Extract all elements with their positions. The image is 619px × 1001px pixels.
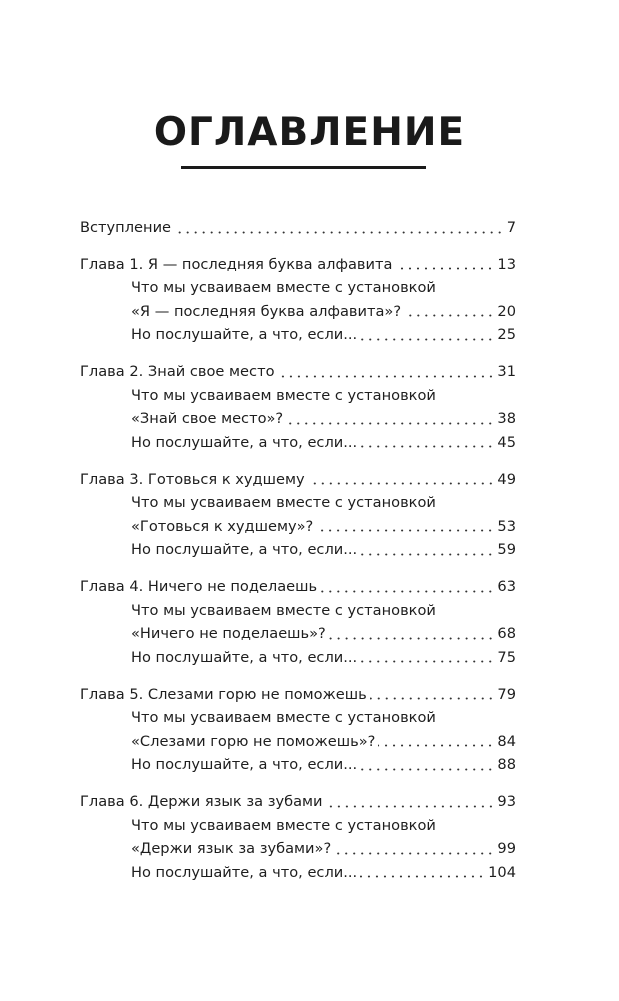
page-number: 25 bbox=[497, 326, 516, 343]
page-title: ОГЛАВЛЕНИЕ bbox=[153, 110, 466, 155]
page-number: 13 bbox=[497, 255, 516, 273]
toc-entry-chapter[interactable] bbox=[80, 253, 516, 277]
toc-entry-subsection-line[interactable] bbox=[80, 706, 516, 730]
entry-text: Что мы усваиваем вместе с установкой bbox=[131, 279, 436, 296]
page-number: 68 bbox=[497, 625, 516, 642]
toc-entry-chapter[interactable] bbox=[80, 575, 516, 599]
page-number: 93 bbox=[497, 793, 516, 810]
toc-entry-subsection-line[interactable] bbox=[80, 384, 516, 408]
entry-text: Но послушайте, а что, если... bbox=[131, 541, 358, 558]
entry-text: Но послушайте, а что, если... bbox=[131, 326, 358, 343]
entry-text: Но послушайте, а что, если... bbox=[131, 756, 358, 773]
entry-text: «Ничего не поделаешь»? bbox=[131, 625, 326, 642]
page-number: 7 bbox=[506, 219, 516, 236]
entry-text: Глава 3. Готовься к худшему bbox=[80, 470, 305, 488]
entry-text: «Готовься к худшему»? bbox=[131, 517, 314, 535]
page-number: 75 bbox=[497, 648, 516, 666]
entry-text: Глава 4. Ничего не поделаешь bbox=[80, 578, 318, 595]
page-number: 45 bbox=[497, 433, 516, 451]
page-number: 53 bbox=[497, 517, 516, 535]
chapter-group bbox=[80, 683, 516, 777]
page-number: 79 bbox=[497, 685, 516, 703]
entry-text: Что мы усваиваем вместе с установкой bbox=[131, 709, 436, 726]
entry-text: Но послушайте, а что, если... bbox=[131, 433, 358, 451]
entry-text: Вступление bbox=[80, 219, 172, 236]
toc-entry-subsection[interactable] bbox=[80, 753, 516, 777]
entry-text: Что мы усваиваем вместе с установкой bbox=[131, 816, 436, 834]
entry-text: «Знай свое место»? bbox=[131, 410, 284, 427]
toc-entry-subsection[interactable] bbox=[80, 323, 516, 347]
dot-leader bbox=[360, 875, 485, 878]
dot-leader bbox=[378, 744, 494, 747]
entry-text: «Держи язык за зубами»? bbox=[131, 840, 332, 857]
toc-entry-subsection[interactable] bbox=[80, 515, 516, 539]
toc-entry-chapter[interactable] bbox=[80, 790, 516, 814]
toc-entry-chapter[interactable] bbox=[80, 683, 516, 707]
table-of-contents bbox=[80, 216, 516, 884]
chapter-group bbox=[80, 575, 516, 669]
toc-entry-subsection[interactable] bbox=[80, 431, 516, 455]
page-number: 88 bbox=[497, 756, 516, 773]
toc-entry-subsection[interactable] bbox=[80, 837, 516, 861]
page-number: 63 bbox=[497, 578, 516, 595]
dot-leader bbox=[316, 529, 494, 532]
entry-text: Что мы усваиваем вместе с установкой bbox=[131, 494, 436, 511]
dot-leader bbox=[326, 805, 495, 808]
toc-entry-subsection[interactable] bbox=[80, 407, 516, 431]
dot-leader bbox=[278, 375, 495, 378]
toc-entry-subsection[interactable] bbox=[80, 300, 516, 324]
dot-leader bbox=[404, 314, 494, 317]
entry-text: Но послушайте, а что, если... bbox=[131, 648, 358, 666]
toc-entry-subsection[interactable] bbox=[80, 622, 516, 646]
dot-leader bbox=[360, 338, 494, 341]
entry-text: Глава 5. Слезами горю не поможешь bbox=[80, 685, 367, 703]
toc-entry-subsection-line[interactable] bbox=[80, 599, 516, 623]
entry-text: Что мы усваиваем вместе с установкой bbox=[131, 386, 436, 404]
page-number: 99 bbox=[497, 840, 516, 857]
toc-entry-subsection[interactable] bbox=[80, 538, 516, 562]
dot-leader bbox=[334, 852, 494, 855]
dot-leader bbox=[320, 590, 494, 593]
entry-text: Глава 2. Знай свое место bbox=[80, 363, 275, 380]
page-number: 38 bbox=[497, 410, 516, 427]
entry-text: Глава 6. Держи язык за зубами bbox=[80, 793, 323, 810]
dot-leader bbox=[286, 422, 494, 425]
dot-leader bbox=[360, 445, 494, 448]
chapter-group bbox=[80, 360, 516, 454]
dot-leader bbox=[370, 697, 495, 700]
dot-leader bbox=[329, 637, 495, 640]
toc-entry-chapter[interactable] bbox=[80, 468, 516, 492]
entry-text: «Слезами горю не поможешь»? bbox=[131, 732, 376, 750]
toc-entry-subsection[interactable] bbox=[80, 861, 516, 885]
entry-text: Что мы усваиваем вместе с установкой bbox=[131, 601, 436, 619]
page-number: 20 bbox=[497, 302, 516, 320]
page-number: 104 bbox=[488, 863, 516, 881]
dot-leader bbox=[360, 768, 494, 771]
dot-leader bbox=[360, 660, 494, 663]
dot-leader bbox=[174, 231, 504, 234]
page-number: 49 bbox=[497, 470, 516, 488]
title-underline bbox=[181, 166, 426, 169]
entry-text: «Я — последняя буква алфавита»? bbox=[131, 302, 402, 320]
toc-entry-subsection[interactable] bbox=[80, 730, 516, 754]
toc-entry-subsection-line[interactable] bbox=[80, 491, 516, 515]
entry-text: Но послушайте, а что, если... bbox=[131, 863, 358, 881]
toc-entry-intro[interactable] bbox=[80, 216, 516, 240]
dot-leader bbox=[308, 482, 495, 485]
chapter-group bbox=[80, 468, 516, 562]
page-number: 31 bbox=[497, 363, 516, 380]
chapter-group bbox=[80, 253, 516, 347]
dot-leader bbox=[360, 553, 494, 556]
entry-text: Глава 1. Я — последняя буква алфавита bbox=[80, 255, 393, 273]
toc-entry-subsection-line[interactable] bbox=[80, 276, 516, 300]
chapter-group bbox=[80, 790, 516, 884]
page-number: 84 bbox=[497, 732, 516, 750]
toc-entry-chapter[interactable] bbox=[80, 360, 516, 384]
toc-entry-subsection-line[interactable] bbox=[80, 814, 516, 838]
toc-entry-subsection[interactable] bbox=[80, 646, 516, 670]
page-number: 59 bbox=[497, 541, 516, 558]
dot-leader bbox=[395, 267, 494, 270]
